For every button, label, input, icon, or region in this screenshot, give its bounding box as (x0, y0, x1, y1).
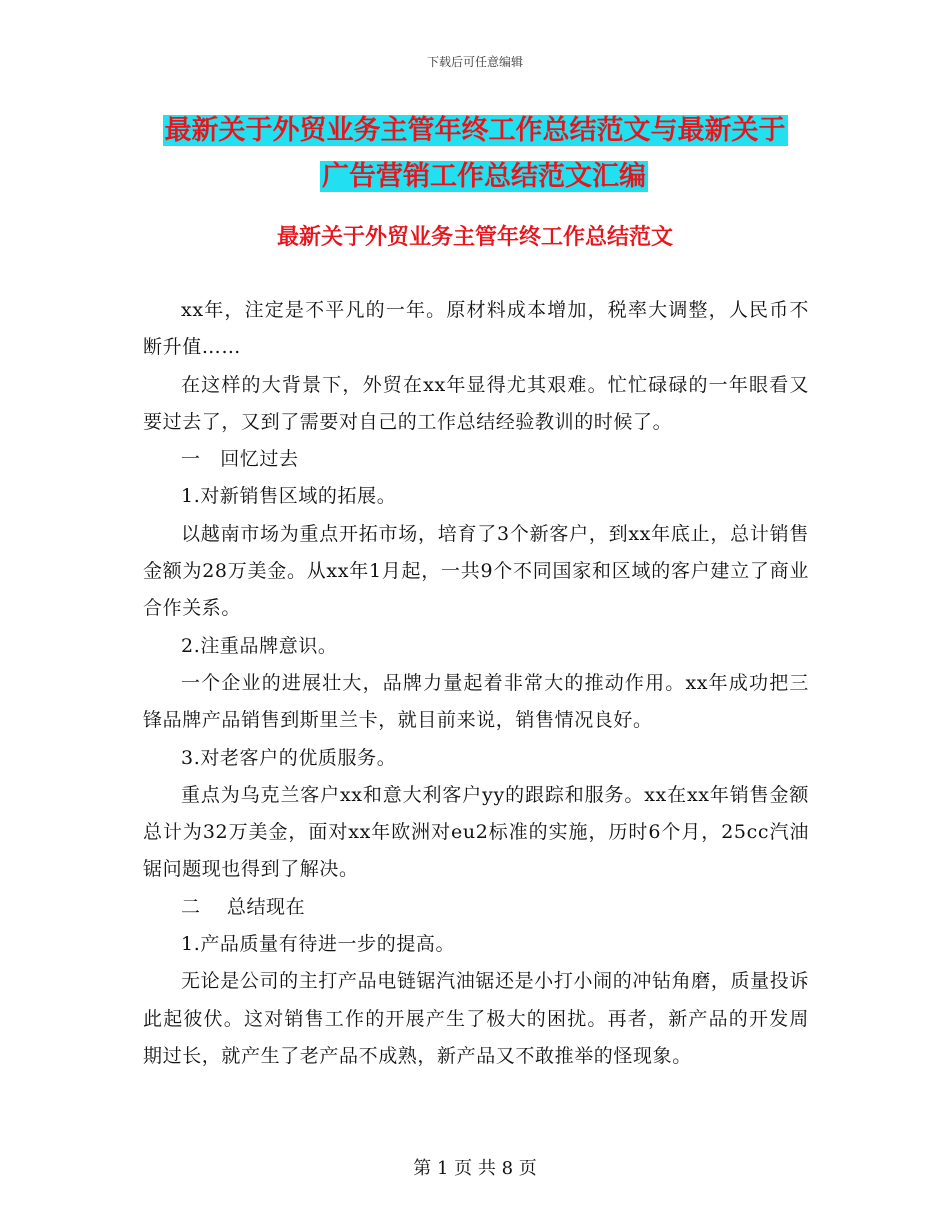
paragraph: 以越南市场为重点开拓市场，培育了3个新客户，到xx年底止，总计销售金额为28万美金。从xx年1月起，一共9个不同国家和区域的客户建立了商业合作关系。 (143, 522, 809, 620)
section-title: 最新关于外贸业务主管年终工作总结范文 (276, 225, 673, 250)
subheading: 一 回忆过去 (181, 448, 299, 471)
list-heading: 1.对新销售区域的拓展。 (181, 485, 397, 508)
body-text (143, 292, 809, 1075)
header-note: 下载后可任意编辑 (426, 55, 523, 69)
paragraph: xx年，注定是不平凡的一年。原材料成本增加，税率大调整，人民币不断升值…… (143, 299, 809, 359)
page-number-footer: 第 1 页 共 8 页 (413, 1158, 537, 1179)
paragraph: 重点为乌克兰客户xx和意大利客户yy的跟踪和服务。xx在xx年销售金额总计为32万美金，面对xx年欧洲对eu2标准的实施，历时6个月，25cc汽油锯问题现也得到了解决。 (143, 783, 809, 881)
paragraph: 一个企业的进展壮大，品牌力量起着非常大的推动作用。xx年成功把三锋品牌产品销售到斯里兰卡，就目前来说，销售情况良好。 (143, 671, 809, 732)
paragraph: 无论是公司的主打产品电链锯汽油锯还是小打小闹的冲钻角磨，质量投诉此起彼伏。这对销售工作的开展产生了极大的困扰。再者，新产品的开发周期过长，就产生了老产品不成熟，新产品又不敢推举的怪现象。 (143, 970, 809, 1067)
document-title (0, 108, 950, 200)
paragraph: 在这样的大背景下，外贸在xx年显得尤其艰难。忙忙碌碌的一年眼看又要过去了，又到了需要对自己的工作总结经验教训的时候了。 (143, 373, 809, 433)
subheading: 二 总结现在 (181, 895, 306, 918)
title-line-2: 广告营销工作总结范文汇编 (322, 161, 646, 192)
title-line-1: 最新关于外贸业务主管年终工作总结范文与最新关于 (164, 115, 786, 146)
list-heading: 3.对老客户的优质服务。 (181, 746, 397, 769)
list-heading: 2.注重品牌意识。 (181, 634, 338, 657)
list-heading: 1.产品质量有待进一步的提高。 (181, 933, 456, 956)
